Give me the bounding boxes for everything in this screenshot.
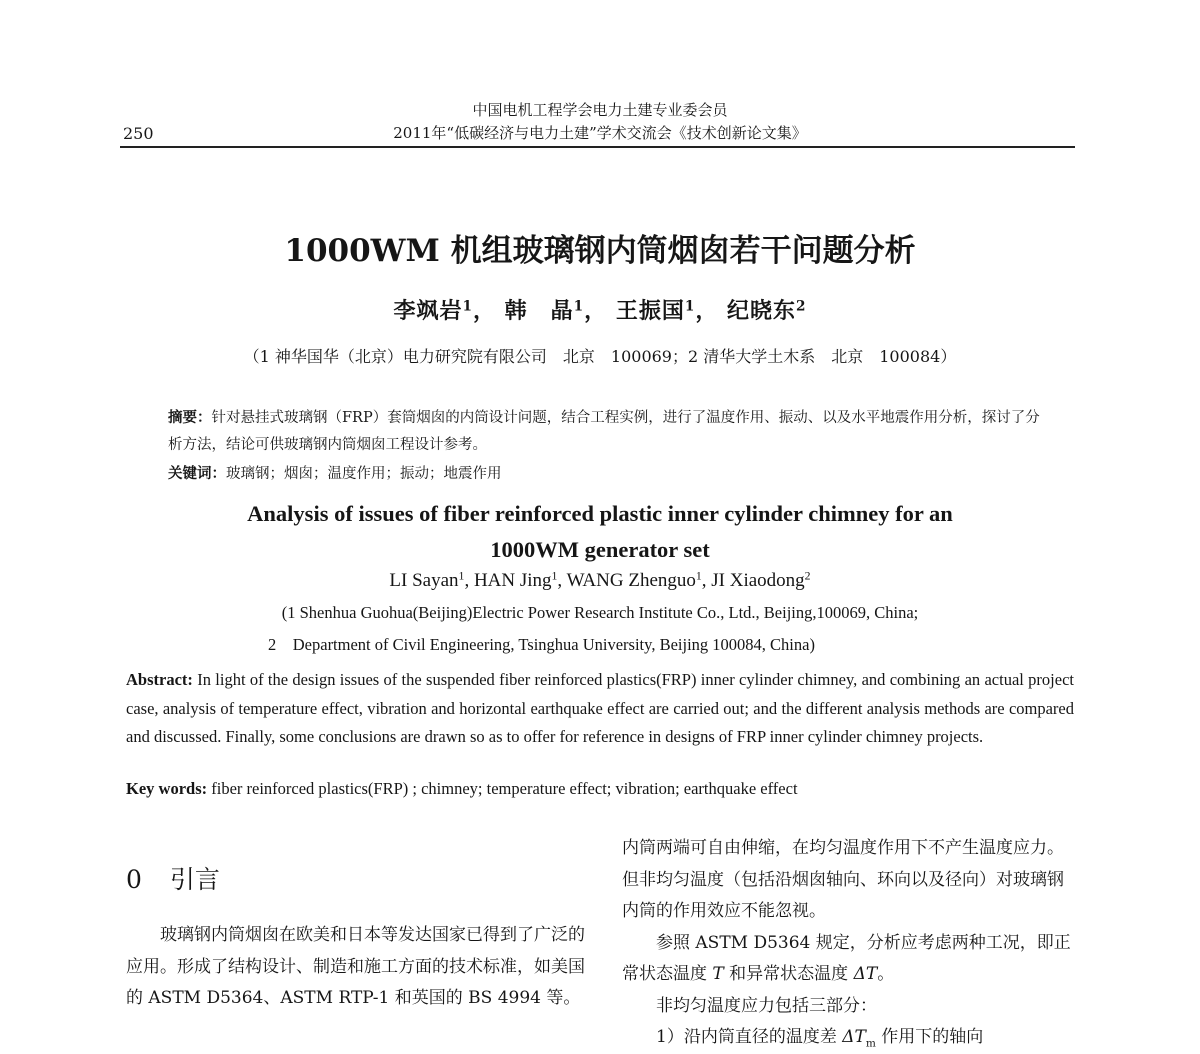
keywords-cn-label: 关键词： [168, 465, 226, 482]
header-rule [120, 146, 1075, 148]
author-separator: ， [472, 298, 496, 324]
keywords-cn [168, 462, 1048, 483]
author-affil-mark: 1 [462, 298, 473, 315]
section-number: 0 [126, 865, 142, 894]
abstract-cn [168, 404, 1048, 459]
abstract-en [126, 666, 1074, 752]
author-separator: , [557, 570, 567, 591]
running-header-line2: 2011年“低碳经济与电力土建”学术交流会《技术创新论文集》 [393, 124, 807, 142]
body-right-column [622, 833, 1077, 1054]
author-affil-mark: 2 [796, 298, 807, 315]
body-paragraph: 非均匀温度应力包括三部分： [656, 995, 877, 1016]
symbol-T: T [712, 964, 724, 984]
body-left-column [126, 920, 586, 1015]
author-separator: , [701, 570, 712, 591]
author-name: WANG Zhenguo [566, 570, 696, 591]
abstract-cn-label: 摘要： [168, 409, 212, 426]
keywords-en-text: fiber reinforced plastics(FRP) ; chimney; temperature effect; vibration; earthquake effect [207, 779, 798, 798]
text-run: 参照 ASTM D5364 规定，分析应考虑两种工况，即正常状态温度 [622, 932, 1071, 984]
paper-title-en-line1: Analysis of issues of fiber reinforced plastic inner cylinder chimney for an [247, 501, 953, 526]
author-name: HAN Jing [473, 570, 552, 591]
keywords-cn-text: 玻璃钢；烟囱；温度作用；振动；地震作用 [226, 466, 502, 482]
paper-title-cn: 1000WM 机组玻璃钢内筒烟囱若干问题分析 [284, 233, 916, 269]
author-name: 纪晓东 [727, 298, 797, 324]
body-paragraph: 玻璃钢内筒烟囱在欧美和日本等发达国家已得到了广泛的应用。形成了结构设计、制造和施工方面的技术标准，如美国的 ASTM D5364、ASTM RTP-1 和英国的 BS 4994 等。 [126, 925, 585, 1008]
keywords-en-label: Key words: [126, 779, 208, 798]
keywords-en [126, 779, 1074, 799]
author-name: LI Sayan [389, 570, 459, 591]
text-run: 和异常状态温度 [723, 964, 854, 984]
symbol-subscript: m [865, 1037, 876, 1050]
running-header-line1: 中国电机工程学会电力土建专业委会员 [472, 101, 728, 119]
author-name: 韩 晶 [504, 298, 574, 324]
author-separator: ， [695, 298, 719, 324]
abstract-cn-text: 针对悬挂式玻璃钢（FRP）套筒烟囱的内筒设计问题，结合工程实例，进行了温度作用、振动、以及水平地震作用分析，探讨了分析方法，结论可供玻璃钢内筒烟囱工程设计参考。 [168, 410, 1040, 453]
body-paragraph [622, 1022, 1077, 1054]
author-affil-mark: 1 [551, 569, 558, 583]
affiliation-en-line1: (1 Shenhua Guohua(Beijing)Electric Power Research Institute Co., Ltd., Beijing,100069, China; [281, 603, 919, 622]
author-affil-mark: 1 [684, 298, 696, 315]
section-title: 引言 [169, 865, 220, 894]
abstract-en-text: In light of the design issues of the suspended fiber reinforced plastics(FRP) inner cylinder chimney, and combining an actual project case, analysis of temperature effect, vibration and horizontal earthquake effect are carried out; and the different analysis methods are compared and discussed. Finally, some conclusions are drawn so as to offer for reference in designs of FRP inner cylinder chimney projects. [126, 670, 1074, 746]
page-number: 250 [123, 124, 154, 143]
author-name: JI Xiaodong [711, 570, 805, 591]
affiliation-en-line2: 2 Department of Civil Engineering, Tsinghua University, Beijing 100084, China) [268, 635, 815, 654]
author-name: 王振国 [615, 298, 685, 324]
author-affil-mark: 1 [695, 569, 702, 583]
symbol-delta-T: ΔT [853, 964, 878, 984]
author-separator: , [464, 570, 474, 591]
author-affil-mark: 1 [458, 569, 465, 583]
text-run: 作用下的轴向 [875, 1027, 984, 1047]
author-affil-mark: 2 [804, 569, 811, 583]
body-paragraph [622, 928, 1077, 991]
paper-title-en [0, 496, 1200, 568]
text-run: 1）沿内筒直径的温度差 [656, 1027, 843, 1047]
author-name: 李飒岩 [393, 298, 463, 324]
abstract-en-label: Abstract: [126, 670, 193, 689]
body-paragraph: 内筒两端可自由伸缩，在均匀温度作用下不产生温度应力。但非均匀温度（包括沿烟囱轴向、环向以及径向）对玻璃钢内筒的作用效应不能忽视。 [622, 838, 1064, 921]
section-heading-introduction [126, 860, 220, 896]
paper-title-en-line2: 1000WM generator set [490, 537, 710, 562]
authors-en [0, 570, 1200, 592]
text-run: 。 [877, 964, 895, 984]
affiliation-cn: （1 神华国华（北京）电力研究院有限公司 北京 100069；2 清华大学土木系 北京 100084） [243, 347, 957, 366]
author-separator: ， [584, 298, 608, 324]
author-affil-mark: 1 [573, 298, 585, 315]
symbol-delta-Tm: ΔT [842, 1027, 866, 1047]
authors-cn [0, 294, 1200, 325]
